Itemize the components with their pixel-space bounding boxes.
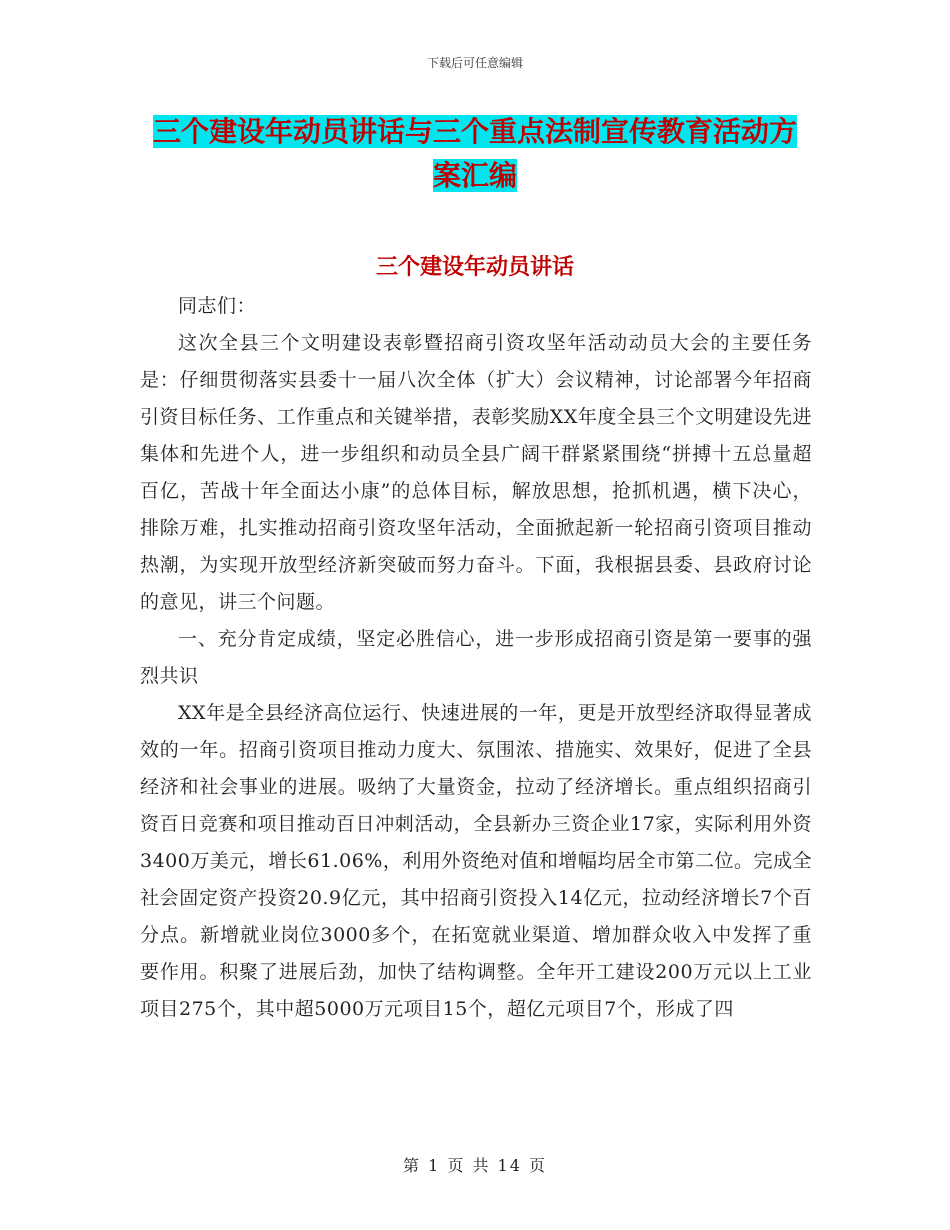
paragraph-intro: 这次全县三个文明建设表彰暨招商引资攻坚年活动动员大会的主要任务是：仔细贯彻落实县委十一届八次全体（扩大）会议精神，讨论部署今年招商引资目标任务、工作重点和关键举措，表彰奖励XX年度全县三个文明建设先进集体和先进个人，进一步组织和动员全县广阔干群紧紧围绕“拼搏十五总量超百亿，苦战十年全面达小康”的总体目标，解放思想，抢抓机遇，横下决心，排除万难，扎实推动招商引资攻坚年活动，全面掀起新一轮招商引资项目推动热潮，为实现开放型经济新突破而努力奋斗。下面，我根据县委、县政府讨论的意见，讲三个问题。 — [140, 332, 812, 613]
header-note: 下载后可任意编辑 — [426, 56, 523, 70]
document-title-line-1: 三个建设年动员讲话与三个重点法制宣传教育活动方 — [152, 115, 797, 148]
section-title: 三个建设年动员讲话 — [375, 255, 574, 280]
paragraph-heading-1: 一、充分肯定成绩，坚定必胜信心，进一步形成招商引资是第一要事的强烈共识 — [140, 628, 812, 687]
page-footer: 第 1 页 共 14 页 — [403, 1156, 547, 1175]
document-title-line-2: 案汇编 — [432, 159, 517, 192]
document-title — [140, 110, 810, 198]
paragraph-achievements: XX年是全县经济高位运行、快速进展的一年，更是开放型经济取得显著成效的一年。招商引资项目推动力度大、氛围浓、措施实、效果好，促进了全县经济和社会事业的进展。吸纳了大量资金，拉动了经济增长。重点组织招商引资百日竞赛和项目推动百日冲刺活动，全县新办三资企业17家，实际利用外资3400万美元，增长61.06%，利用外资绝对值和增幅均居全市第二位。完成全社会固定资产投资20.9亿元，其中招商引资投入14亿元，拉动经济增长7个百分点。新增就业岗位3000多个，在拓宽就业渠道、增加群众收入中发挥了重要作用。积聚了进展后劲，加快了结构调整。全年开工建设200万元以上工业项目275个，其中超5000万元项目15个，超亿元项目7个，形成了四 — [140, 702, 812, 1020]
paragraph-salutation: 同志们： — [178, 295, 257, 317]
document-body — [140, 288, 812, 1028]
